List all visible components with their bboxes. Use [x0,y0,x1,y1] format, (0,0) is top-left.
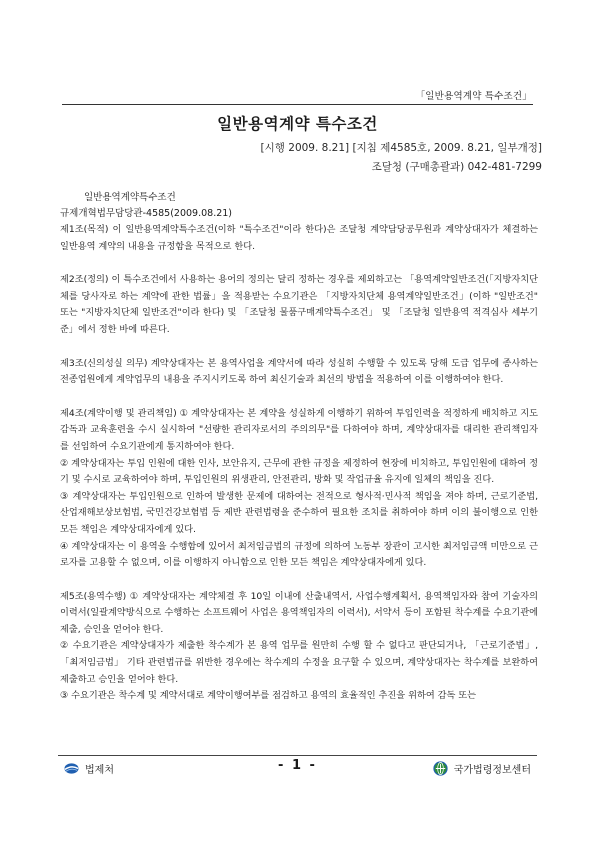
enforcement-info: [시행 2009. 8.21] [지침 제4585호, 2009. 8.21, 일부개정] [260,142,542,154]
article-1 [60,222,538,255]
article-5 [60,589,538,705]
footer-left-label: 법제처 [85,765,114,776]
article-paragraph: 제5조(용역수행) ① 계약상대자는 계약체결 후 10일 이내에 산출내역서, 사업수행계획서, 용역책임자와 참여 기술자의 이력서(일괄계약방식으로 수행하는 소프트웨어 사업은 용역책임자의 이력서), 서약서 등이 포함된 착수계를 수요기관에 제출, 승인을 얻어야 한다. [60,590,538,635]
document-body [60,190,538,705]
spacer [60,389,538,406]
article-4 [60,406,538,572]
article-paragraph: 제2조(정의) 이 특수조건에서 사용하는 용어의 정의는 달리 정하는 경우를 제외하고는 「용역계약일반조건(「지방자치단체를 당사자로 하는 계약에 관한 법률」을 적용받는 수요기관은 「지방자치단체 용역계약일반조건」(이하 "일반조건" 또는 "지방자치단체 일반조건"이라 한다) 및 「조달청 물품구매계약특수조건」 및 「조달청 일반용역 적격심사 세부기준」에서 정한 바에 따른다. [60,274,538,335]
article-paragraph: 제3조(신의성실 의무) 계약상대자는 본 용역사업을 계약서에 따라 성실히 수행할 수 있도록 당해 도급 업무에 종사하는 전종업원에게 계약업무의 내용을 주지시키도록 하여 최신기술과 최선의 방법을 적용하여 이를 이행하여야 한다. [60,357,538,386]
doc-number: 규제개혁법무담당관-4585(2009.08.21) [60,208,233,219]
article-paragraph: 제4조(계약이행 및 관리책임) ① 계약상대자는 본 계약을 성실하게 이행하기 위하여 투입인력을 적정하게 배치하고 지도감독과 교육훈련을 수시 실시하여 "선량한 관리자로서의 주의의무"를 다하여야 하며, 계약상대자를 대리한 관리책임자를 선임하여 수요기관에게 통지하여야 한다. [60,407,538,452]
spacer [60,339,538,356]
article-paragraph: ③ 계약상대자는 투입인원으로 인하여 발생한 문제에 대하여는 전적으로 형사적·민사적 책임을 져야 하며, 근로기준법, 산업재해보상보험법, 국민건강보험법 등 제반 관련법령을 준수하여 필요한 조치를 취하여야 하며 이의 불이행으로 인한 모든 책임은 계약상대자에게 있다. [60,490,538,535]
footer-divider [58,755,537,756]
article-3 [60,356,538,389]
article-paragraph: ② 수요기관은 계약상대자가 제출한 착수계가 본 용역 업무를 원만히 수행 할 수 없다고 판단되거나, 「근로기준법」, 「최저임금법」 기타 관련법규를 위반한 경우에는 착수계의 수정을 요구할 수 있으며, 계약상대자는 착수계를 보완하여 제출하고 승인을 얻어야 한다. [60,640,538,685]
running-header: 「일반용역계약 특수조건」 [415,91,532,102]
document-title: 일반용역계약 특수조건 [217,115,378,133]
spacer [60,255,538,272]
footer-right-label: 국가법령정보센터 [453,765,531,776]
spacer [60,572,538,589]
footer-source [433,761,531,776]
doc-name: 일반용역계약특수조건 [84,192,176,203]
article-paragraph: ② 계약상대자는 투입 인원에 대한 인사, 보안유지, 근무에 관한 규정을 제정하여 현장에 비치하고, 투입인원에 대하여 정기 및 수시로 교육하여야 하며, 투입인원의 위생관리, 안전관리, 방화 및 작업규율 유지에 일체의 책임을 진다. [60,457,538,486]
page-number: - 1 - [278,758,317,773]
article-paragraph: 제1조(목적) 이 일반용역계약특수조건(이하 "특수조건"이라 한다)은 조달청 계약담당공무원과 계약상대자가 체결하는 일반용역 계약의 내용을 규정함을 목적으로 한다. [60,224,538,252]
header-divider [62,104,533,105]
article-paragraph: ④ 계약상대자는 이 용역을 수행함에 있어서 최저임금법의 규정에 의하여 노동부 장관이 고시한 최저임금액 미만으로 근로자를 고용할 수 없으며, 이를 이행하지 아니함으로 인한 모든 책임은 계약상대자에게 있다. [60,540,538,569]
article-paragraph: ③ 수요기관은 착수계 및 계약서대로 계약이행여부를 점검하고 용역의 효율적인 추진을 위하여 감독 또는 [60,690,477,702]
agency-contact: 조달청 (구매총괄과) 042-481-7299 [371,161,542,173]
article-2 [60,272,538,338]
law-center-logo-icon [433,761,448,776]
